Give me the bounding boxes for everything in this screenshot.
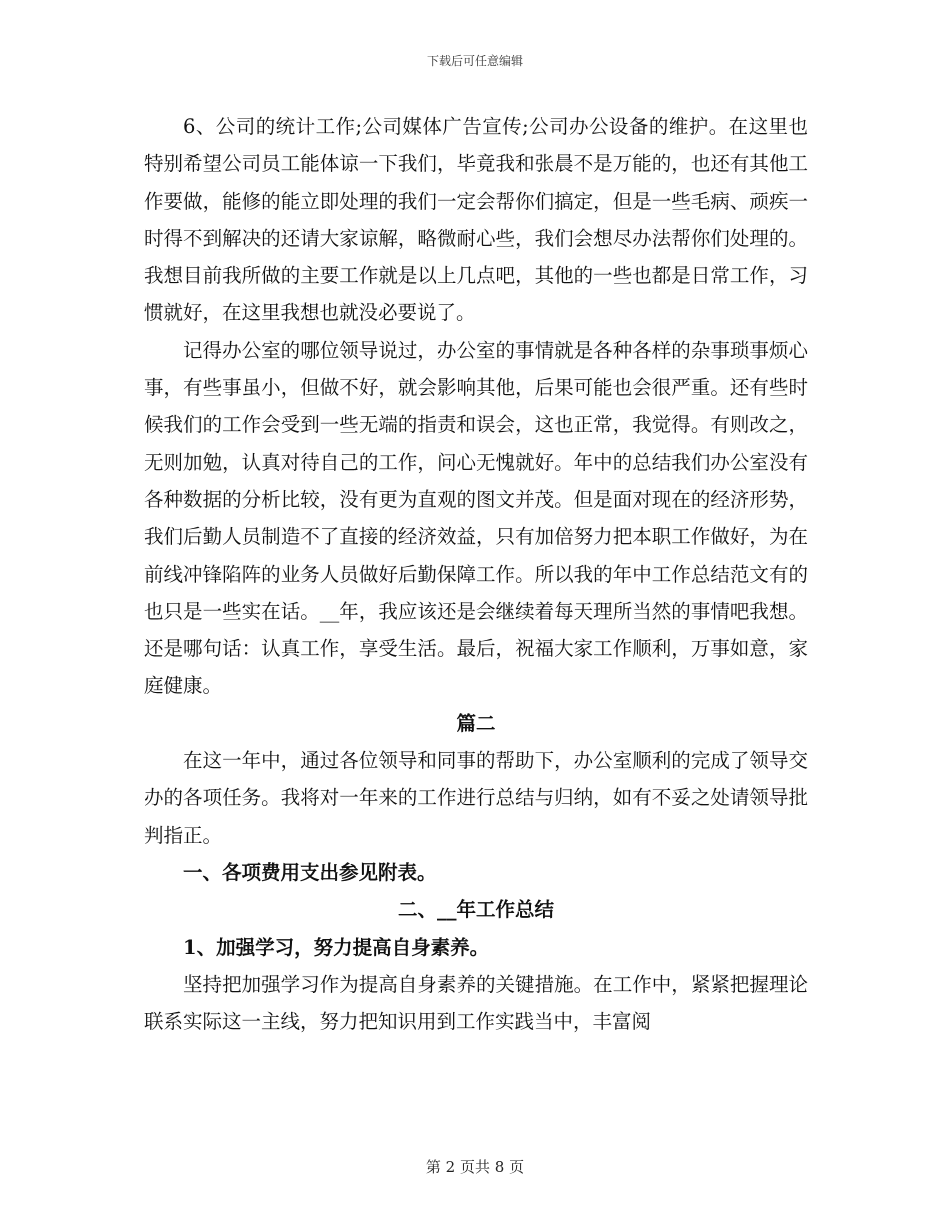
paragraph-4: 坚持把加强学习作为提高自身素养的关键措施。在工作中，紧紧把握理论联系实际这一主线，努力把知识用到工作实践当中，丰富阅 — [144, 972, 808, 1034]
heading-annual-summary: 二、__年工作总结 — [397, 898, 554, 922]
paragraph-3: 在这一年中，通过各位领导和同事的帮助下，办公室顺利的完成了领导交办的各项任务。我将对一年来的工作进行总结与归纳，如有不妥之处请领导批判指正。 — [144, 749, 808, 847]
page-header: 下载后可任意编辑 — [426, 54, 523, 68]
heading-study: 1、加强学习，努力提高自身素养。 — [183, 935, 490, 959]
heading-expenses: 一、各项费用支出参见附表。 — [183, 860, 437, 884]
page-number: 第 2 页共 8 页 — [425, 1158, 525, 1176]
document-body — [144, 108, 808, 1040]
paragraph-2: 记得办公室的哪位领导说过，办公室的事情就是各种各样的杂事琐事烦心事，有些事虽小，但做不好，就会影响其他，后果可能也会很严重。还有些时候我们的工作会受到一些无端的指责和误会，这也正常，我觉得。有则改之，无则加勉，认真对待自己的工作，问心无愧就好。年中的总结我们办公室没有各种数据的分析比较，没有更为直观的图文并茂。但是面对现在的经济形势，我们后勤人员制造不了直接的经济效益，只有加倍努力把本职工作做好，为在前线冲锋陷阵的业务人员做好后勤保障工作。所以我的年中工作总结范文有的也只是一些实在话。__年，我应该还是会继续着每天理所当然的事情吧我想。还是哪句话：认真工作，享受生活。最后，祝福大家工作顺利，万事如意，家庭健康。 — [144, 338, 808, 698]
section-title: 篇二 — [456, 711, 496, 735]
paragraph-1: 6、公司的统计工作;公司媒体广告宣传;公司办公设备的维护。在这里也特别希望公司员工能体谅一下我们，毕竟我和张晨不是万能的，也还有其他工作要做，能修的能立即处理的我们一定会帮你们搞定，但是一些毛病、顽疾一时得不到解决的还请大家谅解，略微耐心些，我们会想尽办法帮你们处理的。我想目前我所做的主要工作就是以上几点吧，其他的一些也都是日常工作，习惯就好，在这里我想也就没必要说了。 — [144, 115, 808, 325]
